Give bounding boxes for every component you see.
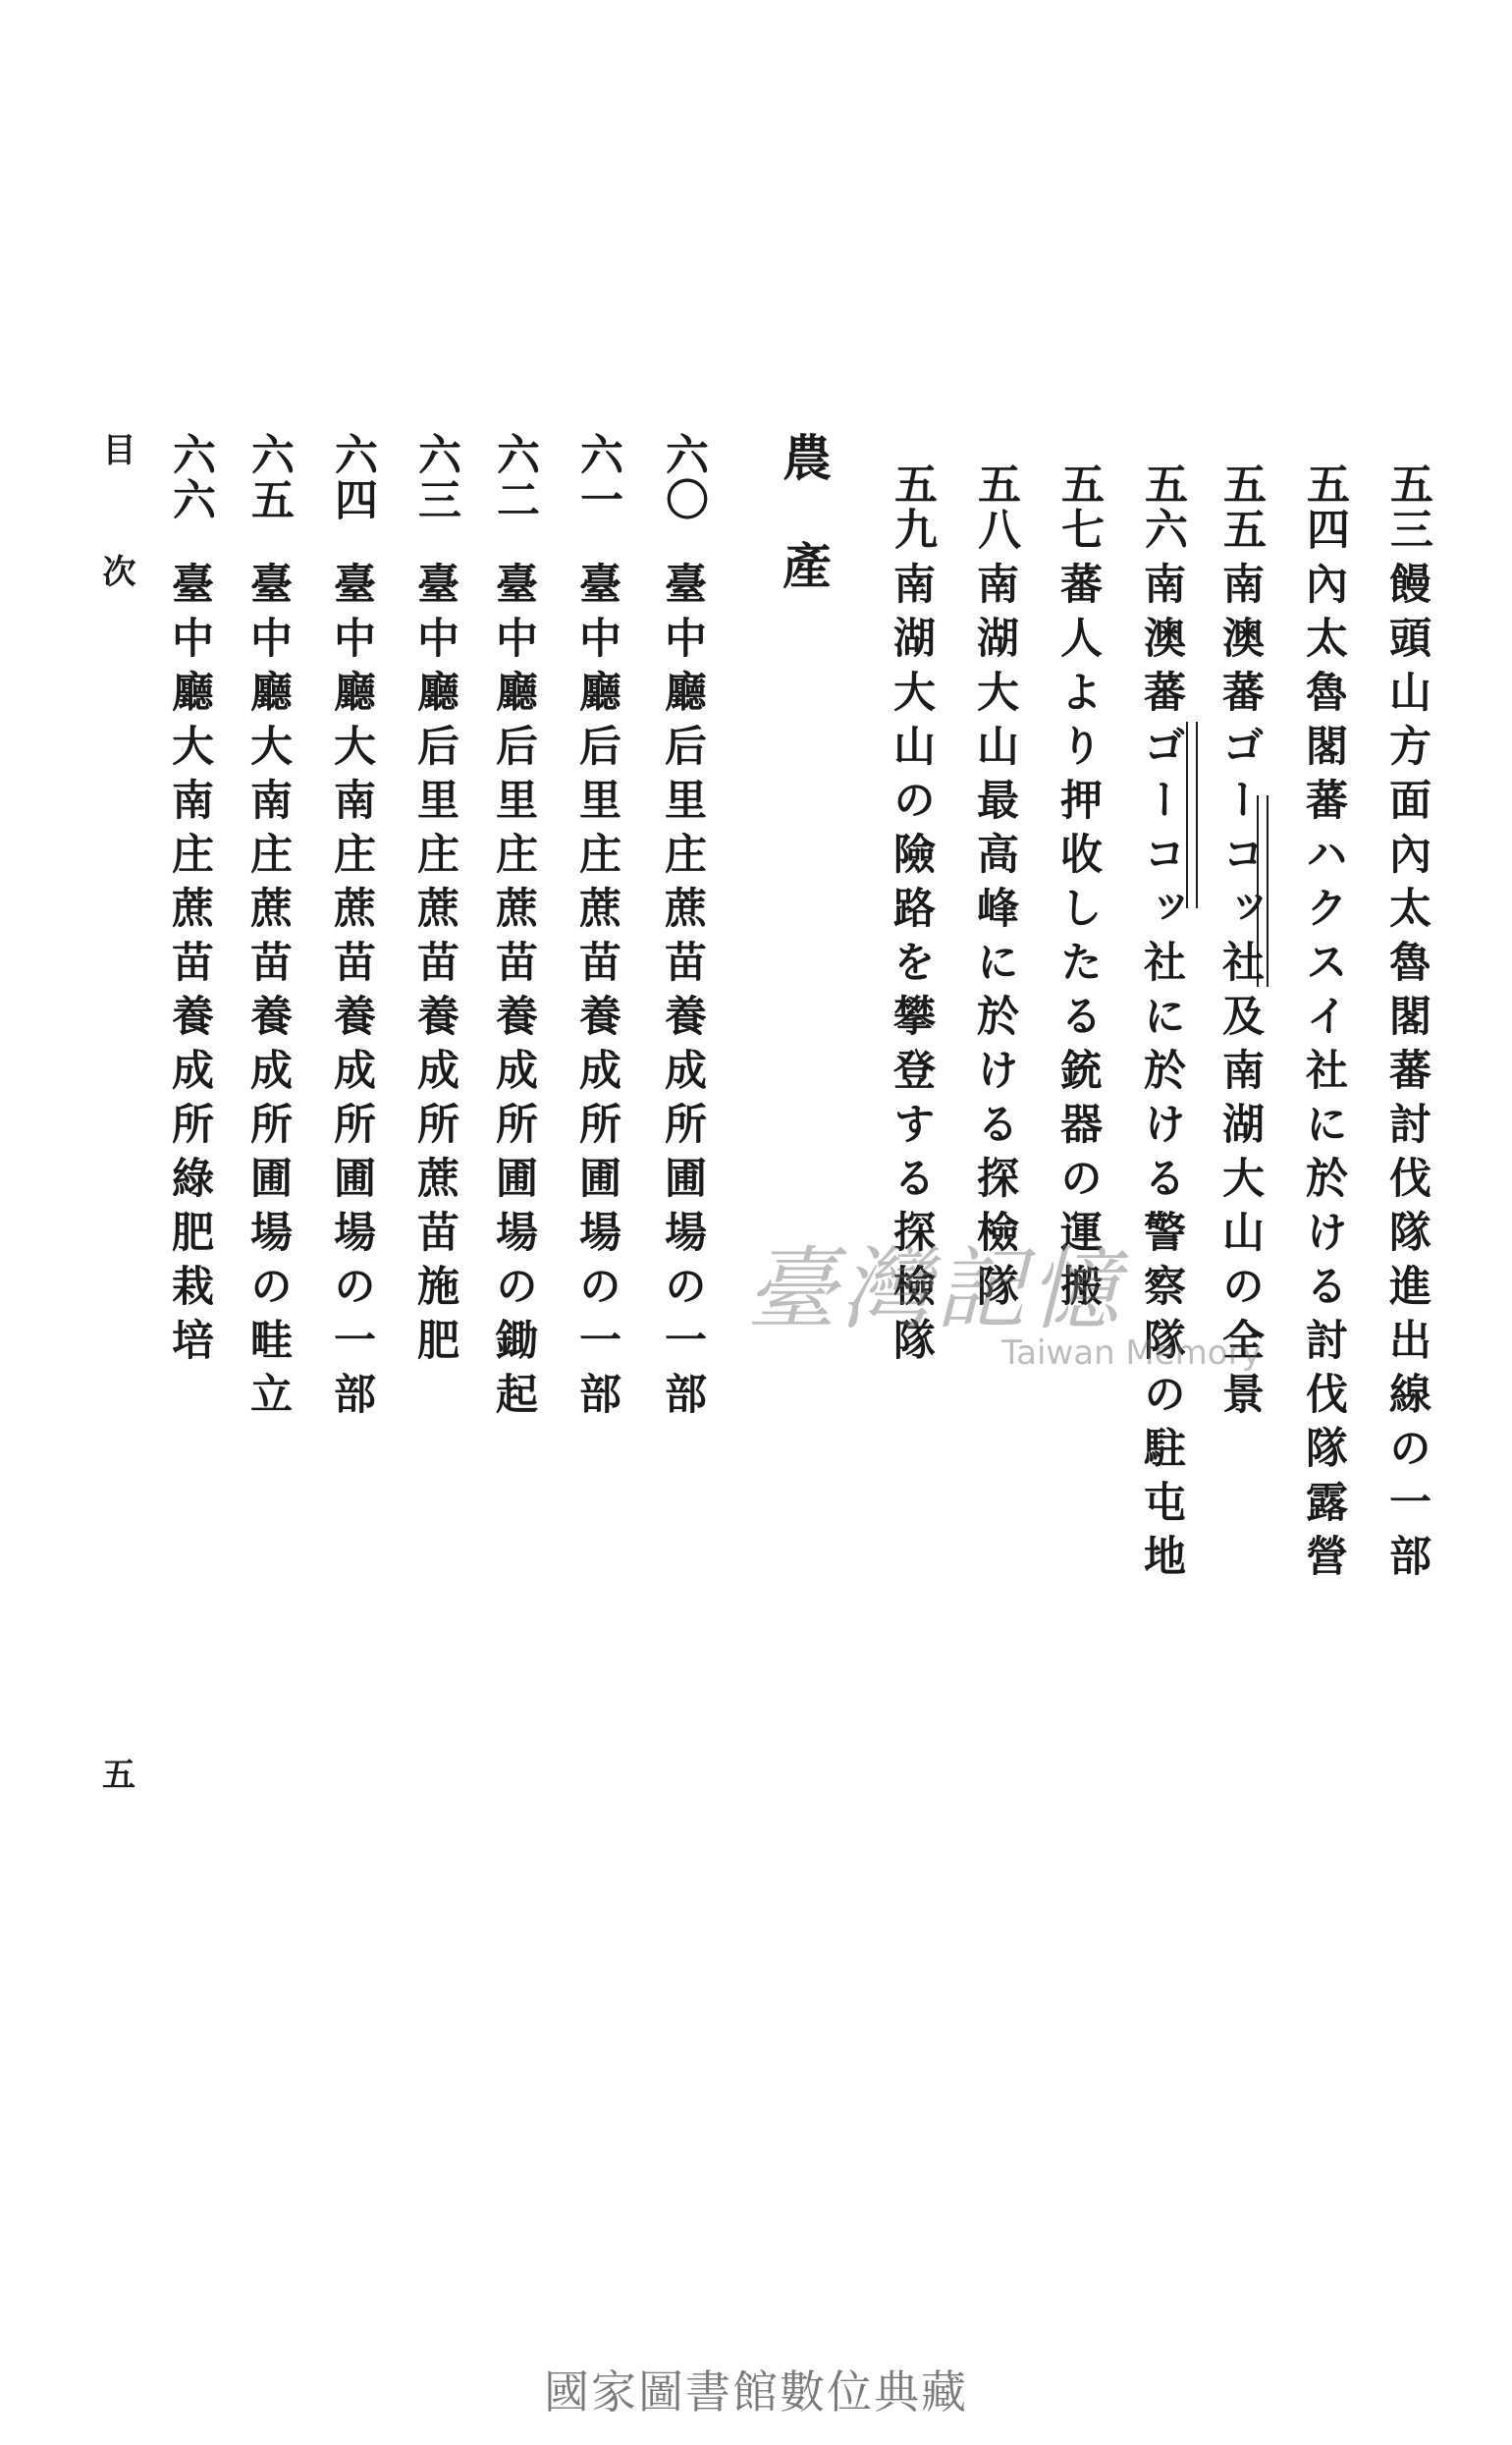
entry-title-59: 南湖大山の險路を攀登する探檢隊 <box>887 562 936 1372</box>
entry-number-58: 五八 <box>970 462 1020 552</box>
entry-title-66: 臺中廳大南庄蔗苗養成所綠肥栽培 <box>165 562 214 1372</box>
footer-watermark: 國家圖書館數位典藏 <box>544 2365 968 2418</box>
watermark-subtitle: Taiwan Memory <box>1001 1333 1262 1373</box>
entry-number-57: 五七 <box>1053 462 1104 552</box>
entry-title-58: 南湖大山最高峰に於ける探檢隊 <box>970 562 1019 1318</box>
entry-title-65: 臺中廳大南庄蔗苗養成所圃場の畦立 <box>243 562 293 1426</box>
double-rule-1 <box>1257 795 1269 987</box>
entry-number-64: 六四 <box>327 432 377 522</box>
entry-number-53: 五三 <box>1382 462 1432 552</box>
page-number: 五 <box>102 1756 135 1795</box>
entry-title-63: 臺中廳后里庄蔗苗養成所蔗苗施肥 <box>410 562 459 1372</box>
section-title: 農產 <box>775 432 833 648</box>
entry-number-59: 五九 <box>887 462 937 552</box>
entry-title-57: 蕃人より押收したる銃器の運搬 <box>1053 562 1103 1318</box>
entry-number-56: 五六 <box>1137 462 1187 552</box>
entry-number-61: 六一 <box>572 432 622 522</box>
entry-title-62: 臺中廳后里庄蔗苗養成所圃場の鋤起 <box>489 562 538 1426</box>
entry-number-55: 五五 <box>1215 462 1266 552</box>
entry-title-61: 臺中廳后里庄蔗苗養成所圃場の一部 <box>572 562 621 1426</box>
double-rule-2 <box>1186 722 1198 908</box>
entry-title-53: 饅頭山方面內太魯閣蕃討伐隊進出線の一部 <box>1382 562 1431 1588</box>
entry-number-62: 六二 <box>489 432 539 522</box>
taiwan-memory-watermark <box>746 1218 1262 1373</box>
entry-number-54: 五四 <box>1299 462 1349 552</box>
entry-title-54: 內太魯閣蕃ハクスイ社に於ける討伐隊露營 <box>1299 562 1348 1588</box>
entry-title-56: 南澳蕃ゴーコッ社に於ける警察隊の駐屯地 <box>1137 562 1186 1588</box>
entry-title-64: 臺中廳大南庄蔗苗養成所圃場の一部 <box>327 562 376 1426</box>
entry-title-55: 南澳蕃ゴーコッ社及南湖大山の全景 <box>1215 562 1265 1426</box>
entry-number-65: 六五 <box>243 432 294 522</box>
entry-title-60: 臺中廳后里庄蔗苗養成所圃場の一部 <box>658 562 707 1426</box>
watermark-title: 臺灣記憶 <box>746 1237 1124 1342</box>
entry-number-60: 六〇 <box>658 432 708 522</box>
entry-number-63: 六三 <box>410 432 460 522</box>
running-header: 目次 <box>96 432 135 676</box>
entry-number-66: 六六 <box>165 432 215 522</box>
